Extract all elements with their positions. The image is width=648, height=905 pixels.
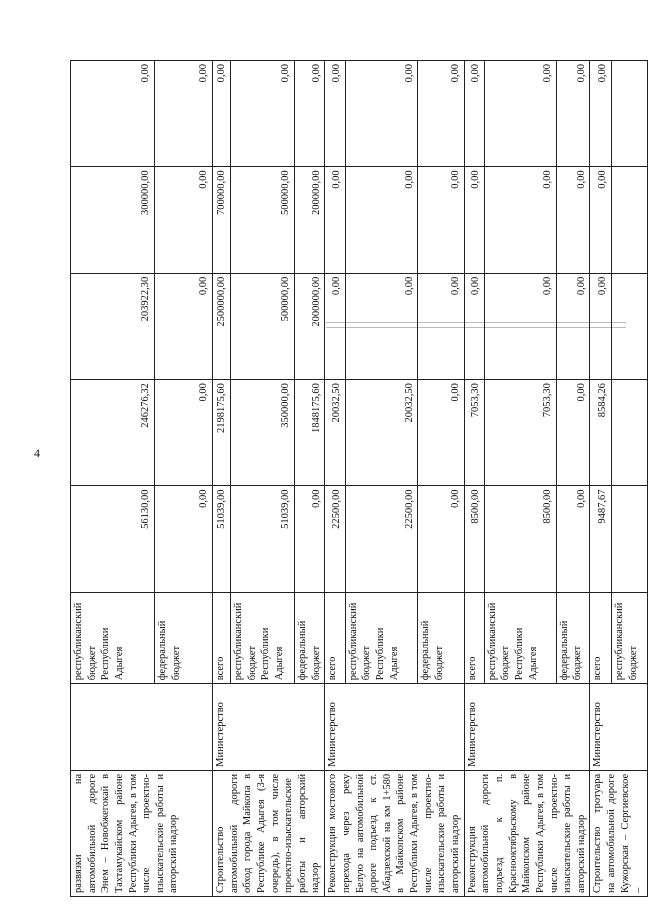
- value-cell: 2198175,60: [213, 380, 231, 486]
- value-cell: 500000,00: [231, 273, 295, 379]
- value-cell: 8500,00: [484, 486, 556, 592]
- funding-source: всего: [325, 592, 345, 684]
- value-cell: 0,00: [295, 486, 325, 592]
- value-cell: [611, 486, 647, 592]
- value-cell: 0,00: [484, 61, 556, 167]
- executor-cell: [71, 684, 213, 771]
- funding-source: федеральный бюджет: [295, 592, 325, 684]
- value-cell: 0,00: [325, 167, 345, 273]
- value-cell: 0,00: [418, 167, 464, 273]
- financing-table: [70, 60, 648, 897]
- value-cell: [611, 273, 647, 379]
- value-cell: 0,00: [213, 61, 231, 167]
- value-cell: 0,00: [155, 486, 213, 592]
- value-cell: 500000,00: [231, 167, 295, 273]
- executor-cell: Министерство: [590, 684, 648, 771]
- value-cell: 0,00: [484, 273, 556, 379]
- page-number: 4: [34, 446, 40, 460]
- executor-cell: Министерство: [325, 684, 464, 771]
- value-cell: 0,00: [155, 273, 213, 379]
- value-cell: 56130,00: [71, 486, 155, 592]
- project-description: Реконструкция автомобильной дороги подъезд к п. Краснооктябрьскому в Майкопском районе Республики Адыгея, в том числе проектно-изыскательские работы и авторский надзор: [464, 770, 590, 896]
- table-row: [590, 61, 611, 897]
- value-cell: 0,00: [231, 61, 295, 167]
- funding-source: всего: [464, 592, 484, 684]
- rotated-table-container: [70, 60, 645, 897]
- table-row: [213, 61, 231, 897]
- value-cell: 22500,00: [345, 486, 418, 592]
- value-cell: [611, 61, 647, 167]
- value-cell: 20032,50: [345, 380, 418, 486]
- value-cell: 0,00: [484, 167, 556, 273]
- value-cell: 700000,00: [213, 167, 231, 273]
- value-cell: 0,00: [590, 167, 611, 273]
- value-cell: 51039,00: [231, 486, 295, 592]
- value-cell: 0,00: [418, 273, 464, 379]
- value-cell: 0,00: [345, 61, 418, 167]
- funding-source: республиканский бюджет Республики Адыгея: [231, 592, 295, 684]
- value-cell: 9487,67: [590, 486, 611, 592]
- project-description: Строительство автомобильной дороги обход города Майкопа в Республике Адыгея (3-я очередь), в том числе проектно-изыскательские работы и авторский надзор: [213, 770, 325, 896]
- value-cell: 51039,00: [213, 486, 231, 592]
- value-cell: 0,00: [71, 61, 155, 167]
- value-cell: 1848175,60: [295, 380, 325, 486]
- value-cell: 0,00: [556, 61, 590, 167]
- project-description: Строительство тротуара на автомобильной дороге Кужорская – Сергиевское –: [590, 770, 648, 896]
- value-cell: 0,00: [418, 380, 464, 486]
- value-cell: 0,00: [464, 167, 484, 273]
- value-cell: 0,00: [464, 61, 484, 167]
- value-cell: [611, 380, 647, 486]
- value-cell: 8584,26: [590, 380, 611, 486]
- value-cell: 0,00: [556, 167, 590, 273]
- value-cell: 246276,32: [71, 380, 155, 486]
- executor-cell: Министерство: [464, 684, 590, 771]
- value-cell: 0,00: [295, 61, 325, 167]
- value-cell: 0,00: [556, 273, 590, 379]
- project-description: Реконструкция мостового перехода через реку Белую на автомобильной дороге подъезд к ст. Абадзехской на км 1+580 в Майкопском районе Республики Адыгея, в том числе проектно-изыскательские работы и авторский надзор: [325, 770, 464, 896]
- value-cell: 2000000,00: [295, 273, 325, 379]
- value-cell: 20032,50: [325, 380, 345, 486]
- project-description: развязки на автомобильной дороге Энем – Новобжегокай в Тахтамукайском районе Республики Адыгея, в том числе проектно-изыскательские работы и авторский надзор: [71, 770, 213, 896]
- value-cell: 0,00: [345, 167, 418, 273]
- value-cell: [611, 167, 647, 273]
- value-cell: 0,00: [556, 486, 590, 592]
- funding-source: федеральный бюджет: [155, 592, 213, 684]
- value-cell: 203922,30: [71, 273, 155, 379]
- funding-source: всего: [213, 592, 231, 684]
- value-cell: 0,00: [590, 273, 611, 379]
- value-cell: 0,00: [418, 486, 464, 592]
- value-cell: 0,00: [325, 273, 345, 379]
- funding-source: республиканский бюджет Республики Адыгея: [345, 592, 418, 684]
- value-cell: 22500,00: [325, 486, 345, 592]
- value-cell: 8500,00: [464, 486, 484, 592]
- value-cell: 7053,30: [464, 380, 484, 486]
- value-cell: 7053,30: [484, 380, 556, 486]
- value-cell: 0,00: [345, 273, 418, 379]
- value-cell: 300000,00: [71, 167, 155, 273]
- table-row: [464, 61, 484, 897]
- value-cell: 2500000,00: [213, 273, 231, 379]
- executor-cell: Министерство: [213, 684, 325, 771]
- value-cell: 350000,00: [231, 380, 295, 486]
- table-row: [71, 61, 155, 897]
- value-cell: 0,00: [155, 61, 213, 167]
- value-cell: 0,00: [418, 61, 464, 167]
- funding-source: всего: [590, 592, 611, 684]
- value-cell: 0,00: [464, 273, 484, 379]
- funding-source: республиканский бюджет: [611, 592, 647, 684]
- value-cell: 0,00: [155, 380, 213, 486]
- value-cell: 200000,00: [295, 167, 325, 273]
- value-cell: 0,00: [590, 61, 611, 167]
- value-cell: 0,00: [155, 167, 213, 273]
- funding-source: федеральный бюджет: [556, 592, 590, 684]
- funding-source: республиканский бюджет Республики Адыгея: [484, 592, 556, 684]
- funding-source: федеральный бюджет: [418, 592, 464, 684]
- table-row: [325, 61, 345, 897]
- funding-source: республиканский бюджет Республики Адыгея: [71, 592, 155, 684]
- value-cell: 0,00: [325, 61, 345, 167]
- value-cell: 0,00: [556, 380, 590, 486]
